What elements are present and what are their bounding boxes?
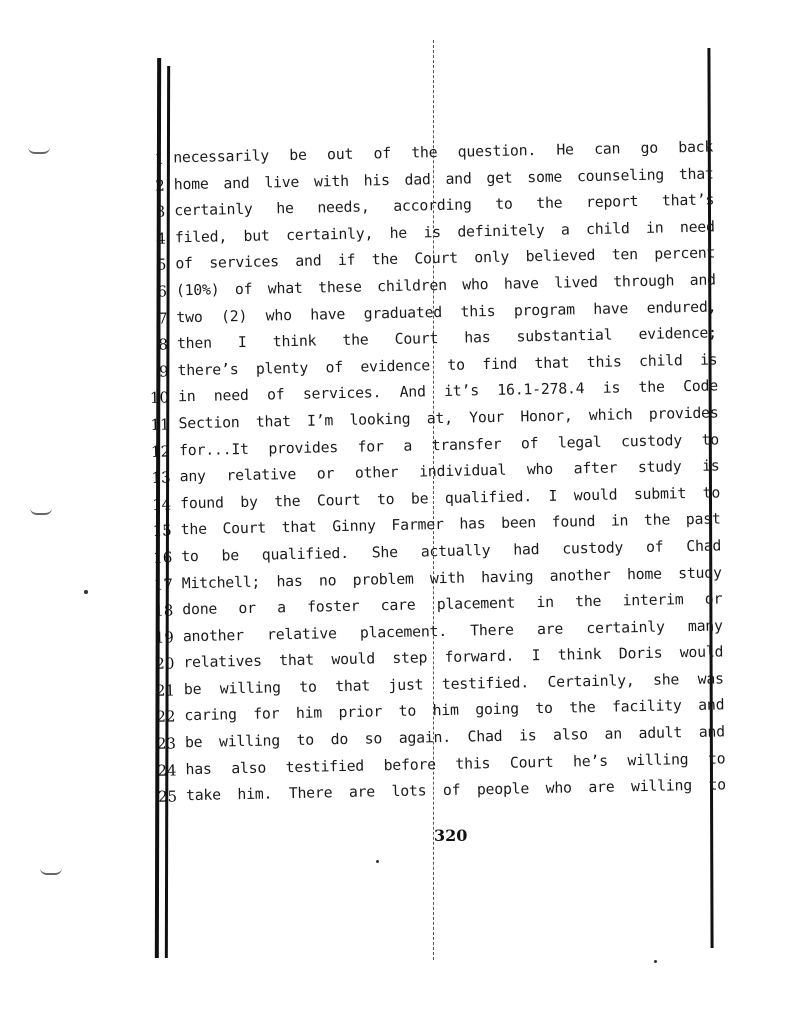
- line-number: 17: [153, 574, 173, 594]
- line-text: certainly he needs, according to the report that’s: [174, 191, 715, 220]
- line-number: 14: [151, 495, 172, 514]
- line-number: 18: [154, 601, 174, 620]
- line-text: in need of services. And it’s 16.1-278.4 is the Code: [177, 377, 719, 406]
- line-text: be willing to do so again. Chad is also an adult and: [184, 723, 726, 752]
- line-number: 20: [155, 654, 175, 674]
- line-number: 19: [154, 628, 175, 647]
- line-number: 24: [157, 761, 177, 780]
- line-number: 15: [152, 521, 172, 541]
- line-text: done or a foster care placement in the interim or: [182, 590, 723, 619]
- line-text: another relative placement. There are certainly many: [182, 617, 723, 645]
- line-number: 12: [150, 441, 171, 461]
- line-text: caring for him prior to him going to the facility and: [184, 696, 725, 725]
- scan-speck: [376, 860, 379, 863]
- line-number: 8: [158, 335, 169, 354]
- line-text: Mitchell; has no problem with having another home study: [181, 563, 722, 592]
- line-text: be willing to that just testified. Certainly, she was: [183, 670, 724, 699]
- line-number: 4: [156, 229, 167, 248]
- page-number: 320: [434, 826, 468, 845]
- line-text: the Court that Ginny Farmer has been found in the past: [180, 510, 721, 539]
- scan-mark: [40, 868, 62, 875]
- line-text: relatives that would step forward. I think Doris would: [183, 643, 724, 672]
- line-number: 2: [155, 176, 165, 195]
- scan-speck: [654, 960, 657, 963]
- line-number: 1: [154, 149, 165, 168]
- line-number: 16: [152, 548, 173, 567]
- line-number: 3: [155, 202, 166, 221]
- line-number: 25: [157, 787, 178, 807]
- line-text: found by the Court to be qualified. I would submit to: [180, 484, 721, 512]
- line-text: take him. There are lots of people who are willing to: [185, 776, 727, 805]
- line-text: home and live with his dad and get some counseling that: [173, 165, 714, 193]
- line-number: 6: [157, 282, 168, 301]
- scan-mark: [30, 508, 52, 515]
- line-number: 9: [158, 362, 169, 381]
- line-text: has also testified before this Court he’s willing to: [185, 750, 726, 778]
- transcript-lines: [140, 134, 733, 810]
- line-text: filed, but certainly, he is definitely a child in need: [174, 218, 715, 247]
- line-text: then I think the Court has substantial evidence;: [176, 324, 718, 353]
- line-text: two (2) who have graduated this program have endured,: [176, 298, 717, 326]
- line-number: 5: [156, 255, 167, 275]
- line-number: 11: [150, 415, 170, 434]
- line-number: 21: [155, 681, 176, 700]
- line-text: of services and if the Court only believed ten percent: [175, 244, 716, 273]
- line-number: 23: [156, 734, 177, 753]
- line-text: any relative or other individual who after study is: [179, 457, 720, 486]
- line-text: (10%) of what these children who have lived through and: [175, 271, 716, 300]
- line-text: necessarily be out of the question. He can go back: [173, 138, 714, 167]
- scan-mark: [28, 147, 50, 154]
- line-text: to be qualified. She actually had custody of Chad: [181, 537, 722, 566]
- scan-speck: [84, 590, 88, 594]
- line-text: Section that I’m looking at, Your Honor, which provides: [178, 404, 719, 433]
- line-number: 22: [156, 707, 176, 727]
- line-number: 13: [151, 468, 171, 487]
- line-number: 7: [157, 309, 168, 328]
- line-number: 10: [149, 388, 170, 408]
- line-text: there’s plenty of evidence to find that this child is: [177, 351, 718, 380]
- line-text: for...It provides for a transfer of legal custody to: [178, 430, 720, 459]
